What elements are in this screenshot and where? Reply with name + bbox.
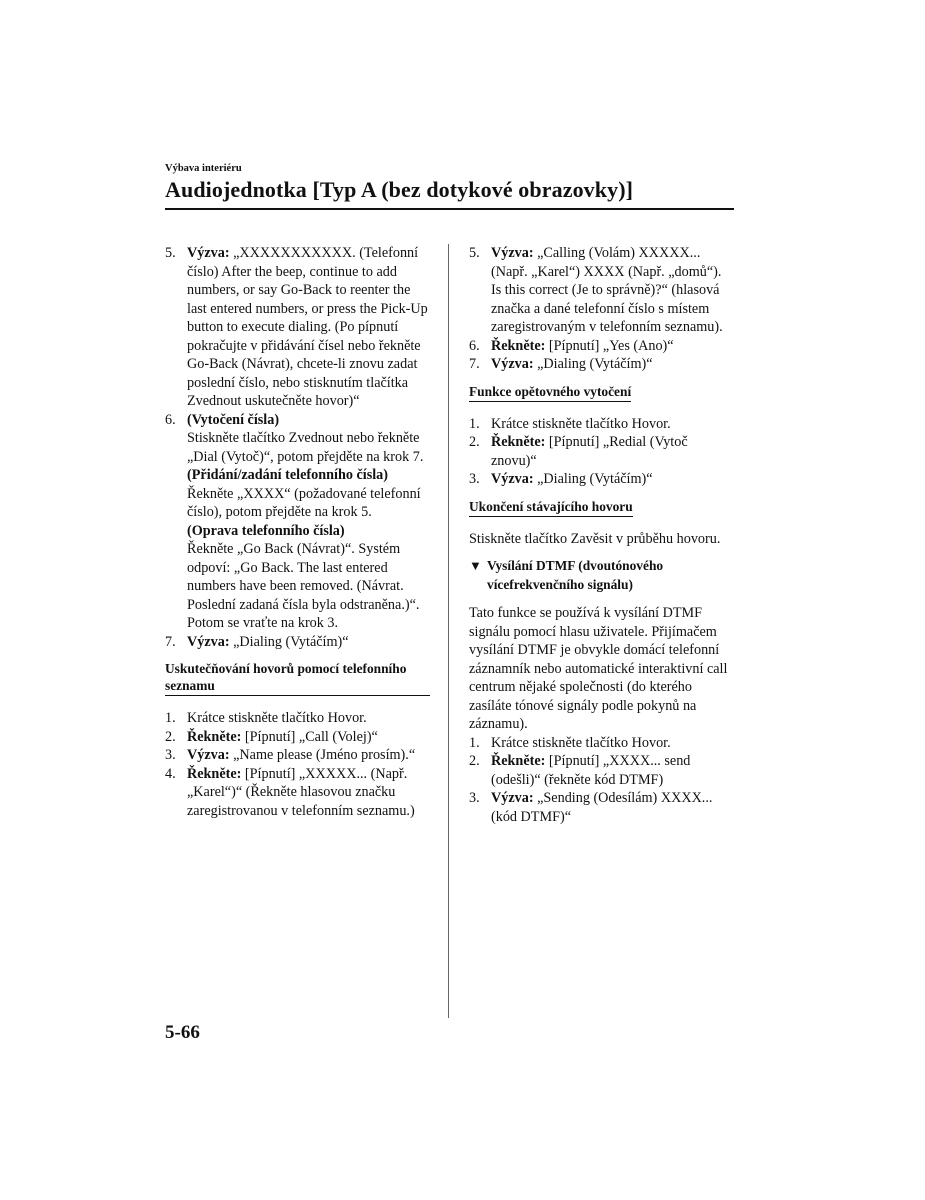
list-item (469, 355, 734, 374)
redial-heading: Funkce opětovného vytočení (469, 383, 631, 402)
item-text: „Dialing (Vytáčím)“ (229, 633, 349, 650)
say-label: Řekněte: (491, 753, 546, 769)
triangle-down-icon: ▼ (469, 558, 482, 573)
item-text: [Pípnutí] „Call (Volej)“ (241, 728, 378, 745)
item-text: „Sending (Odesílám) XXXX... (kód DTMF)“ (491, 790, 713, 825)
say-label: Řekněte: (491, 337, 546, 354)
subtext-correct-number: Řekněte „Go Back (Návrat)“. Systém odpoví: „Go Back. The last entered numbers have been removed. (Návrat. Poslední zadaná čísla byla odstraněna.)“. Potom se vraťte na krok 3. (187, 541, 420, 631)
prompt-label: Výzva: (187, 747, 230, 763)
page-number: 5-66 (165, 1022, 200, 1043)
list-item (469, 752, 734, 789)
item-text: „Dialing (Vytáčím)“ (533, 471, 653, 487)
item-number: 2. (469, 434, 480, 450)
dtmf-heading-text: Vysílání DTMF (dvoutónového vícefrekvenčního signálu) (487, 558, 664, 592)
prompt-label: Výzva: (491, 790, 534, 806)
list-item (469, 433, 734, 470)
item-number: 3. (469, 471, 480, 487)
prompt-label: Výzva: (491, 356, 534, 372)
column-divider (448, 244, 449, 1018)
item-text: Krátce stiskněte tlačítko Hovor. (491, 415, 671, 432)
section-label: Výbava interiéru (165, 163, 242, 174)
subheading-dial: (Vytočení čísla) (187, 411, 280, 428)
item-text: „XXXXXXXXXXX. (Telefonní číslo) After the beep, continue to add numbers, or say Go-Back to reenter the last entered numbers, or press the Pick-Up button to execute dialing. (Po pípnutí pokračujte v přidávání čísel nebo řekněte Go-Back (Návrat), chcete-li znovu zadat poslední číslo, nebo stisknutím tlačítka Zvednout uskutečněte hovor)“ (187, 245, 428, 409)
list-item-5 (165, 244, 430, 411)
subheading-correct-number: (Oprava telefonního čísla) (187, 522, 345, 539)
item-text: [Pípnutí] „Redial (Vytoč znovu)“ (491, 434, 688, 469)
end-call-heading: Ukončení stávajícího hovoru (469, 498, 633, 517)
title-rule (165, 208, 734, 210)
list-item (165, 728, 430, 747)
list-item (469, 470, 734, 489)
prompt-label: Výzva: (491, 245, 534, 261)
list-item (469, 734, 734, 753)
list-item (165, 746, 430, 765)
subtext-dial: Stiskněte tlačítko Zvednout nebo řekněte „Dial (Vytoč)“, potom přejděte na krok 7. (187, 430, 424, 465)
say-label: Řekněte: (187, 728, 242, 745)
prompt-label: Výzva: (187, 633, 230, 650)
list-item-6 (165, 411, 430, 633)
list-item (165, 709, 430, 728)
phonebook-heading: Uskutečňování hovorů pomocí telefonního seznamu (165, 660, 430, 696)
end-call-text: Stiskněte tlačítko Zavěsit v průběhu hovoru. (469, 530, 721, 547)
list-item (469, 789, 734, 826)
item-text: „Calling (Volám) XXXXX... (Např. „Karel“) XXXX (Např. „domů“). Is this correct (Je to správně)?“ (hlasová značka a dané telefonní číslo s místem zaregistrovaným v telefonním seznamu). (491, 245, 723, 335)
item-number: 4. (165, 765, 176, 782)
item-text: „Name please (Jméno prosím).“ (229, 747, 416, 763)
left-column (165, 244, 430, 820)
list-item (469, 415, 734, 434)
subtext-add-number: Řekněte „XXXX“ (požadované telefonní číslo), potom přejděte na krok 5. (187, 485, 421, 520)
list-item (165, 765, 430, 821)
item-number: 3. (165, 747, 176, 763)
dtmf-text: Tato funkce se používá k vysílání DTMF signálu pomocí hlasu uživatele. Přijímačem vysílání DTMF je obvykle domácí telefonní záznamník nebo automatické interaktivní call centrum nějaké společnosti (do kterého zasíláte tónové signály podle pokynů na záznamu). (469, 605, 728, 732)
item-number: 2. (469, 753, 480, 769)
dtmf-heading (469, 557, 734, 594)
item-number: 7. (469, 356, 480, 372)
say-label: Řekněte: (491, 434, 546, 450)
item-number: 5. (165, 245, 176, 261)
page-title: Audiojednotka [Typ A (bez dotykové obrazovky)] (165, 177, 634, 202)
item-number: 5. (469, 245, 480, 261)
item-number: 2. (165, 728, 176, 745)
item-text: Krátce stiskněte tlačítko Hovor. (187, 710, 367, 726)
right-column (469, 244, 734, 826)
item-number: 1. (165, 710, 176, 726)
list-item-7 (165, 633, 430, 652)
item-number: 1. (469, 734, 480, 751)
list-item (469, 337, 734, 356)
prompt-label: Výzva: (187, 245, 230, 261)
item-text: Krátce stiskněte tlačítko Hovor. (491, 734, 671, 751)
item-text: [Pípnutí] „Yes (Ano)“ (545, 337, 674, 354)
prompt-label: Výzva: (491, 471, 534, 487)
item-number: 3. (469, 790, 480, 806)
item-text: „Dialing (Vytáčím)“ (533, 356, 653, 372)
say-label: Řekněte: (187, 765, 242, 782)
item-number: 6. (165, 411, 176, 428)
item-text: [Pípnutí] „XXXX... send (odešli)“ (řekněte kód DTMF) (491, 753, 691, 788)
list-item (469, 244, 734, 337)
item-number: 6. (469, 337, 480, 354)
item-number: 7. (165, 633, 176, 650)
item-text: [Pípnutí] „XXXXX... (Např. „Karel“)“ (Řekněte hlasovou značku zaregistrovanou v telefonním seznamu.) (187, 765, 415, 819)
subheading-add-number: (Přidání/zadání telefonního čísla) (187, 467, 388, 483)
item-number: 1. (469, 415, 480, 432)
